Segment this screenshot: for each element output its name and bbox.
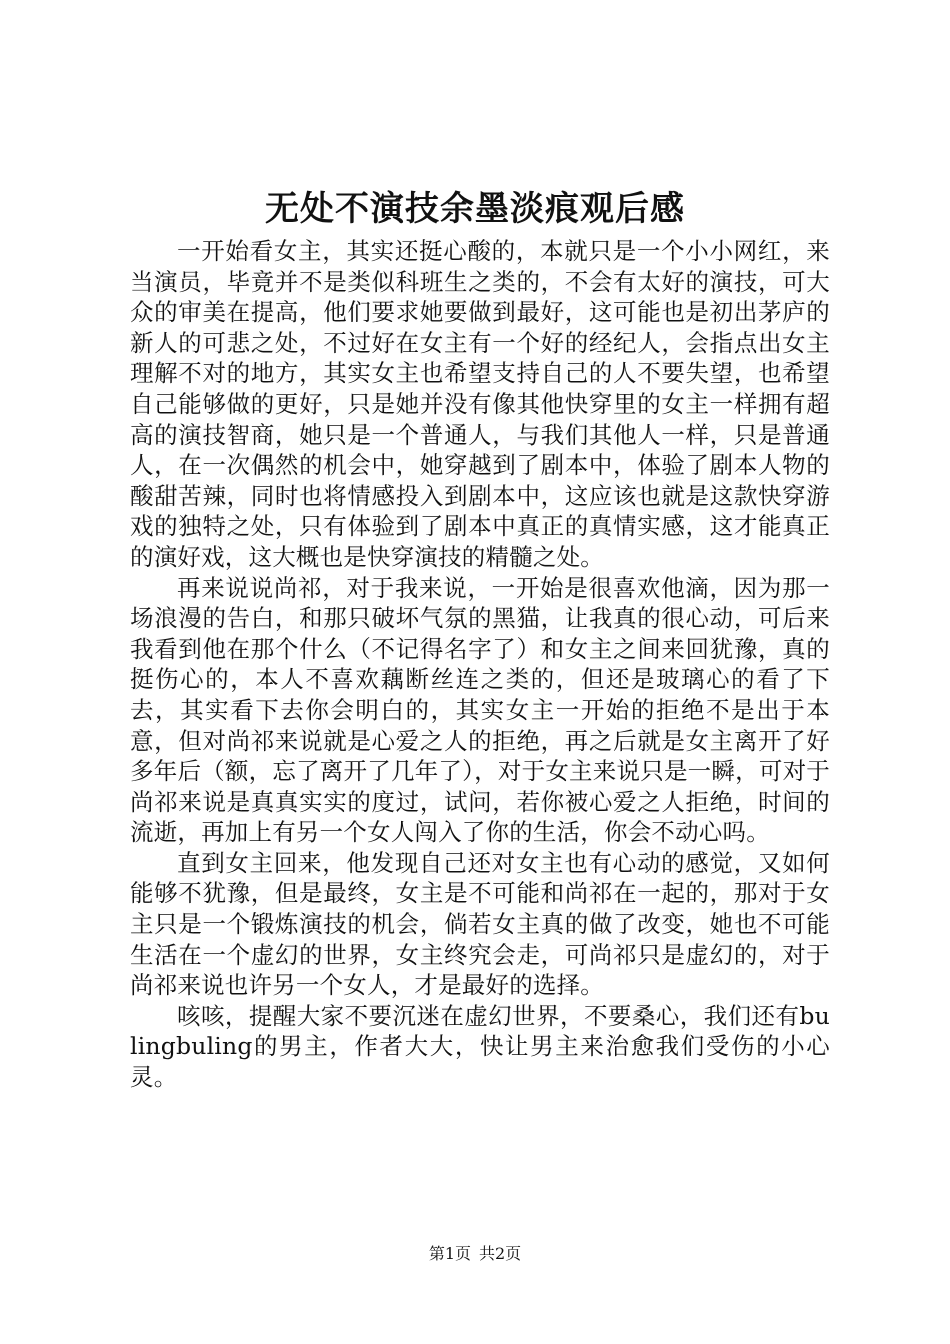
document-body — [130, 236, 830, 1093]
page-number: 第1页 — [428, 1244, 471, 1263]
page-footer — [0, 1243, 950, 1265]
paragraph-4: 咳咳，提醒大家不要沉迷在虚幻世界，不要桑心，我们还有bulingbuling的男主，作者大大，快让男主来治愈我们受伤的小心灵。 — [130, 1001, 830, 1092]
paragraph-3: 直到女主回来，他发现自己还对女主也有心动的感觉，又如何能够不犹豫，但是最终，女主是不可能和尚祁在一起的，那对于女主只是一个锻炼演技的机会，倘若女主真的做了改变，她也不可能生活在一个虚幻的世界，女主终究会走，可尚祁只是虚幻的，对于尚祁来说也许另一个女人，才是最好的选择。 — [130, 848, 830, 1000]
paragraph-2: 再来说说尚祁，对于我来说，一开始是很喜欢他滴，因为那一场浪漫的告白，和那只破坏气氛的黑猫，让我真的很心动，可后来我看到他在那个什么（不记得名字了）和女主之间来回犹豫，真的挺伤心的，本人不喜欢藕断丝连之类的，但还是玻璃心的看了下去，其实看下去你会明白的，其实女主一开始的拒绝不是出于本意，但对尚祁来说就是心爱之人的拒绝，再之后就是女主离开了好多年后（额，忘了离开了几年了），对于女主来说只是一瞬，可对于尚祁来说是真真实实的度过，试问，若你被心爱之人拒绝，时间的流逝，再加上有另一个女人闯入了你的生活，你会不动心吗。 — [130, 573, 830, 847]
document-title: 无处不演技余墨淡痕观后感 — [265, 189, 685, 229]
page-total: 共2页 — [479, 1244, 522, 1263]
paragraph-1: 一开始看女主，其实还挺心酸的，本就只是一个小小网红，来当演员，毕竟并不是类似科班生之类的，不会有太好的演技，可大众的审美在提高，他们要求她要做到最好，这可能也是初出茅庐的新人的可悲之处，不过好在女主有一个好的经纪人，会指点出女主理解不对的地方，其实女主也希望支持自己的人不要失望，也希望自己能够做的更好，只是她并没有像其他快穿里的女主一样拥有超高的演技智商，她只是一个普通人，与我们其他人一样，只是普通人，在一次偶然的机会中，她穿越到了剧本中，体验了剧本人物的酸甜苦辣，同时也将情感投入到剧本中，这应该也就是这款快穿游戏的独特之处，只有体验到了剧本中真正的真情实感，这才能真正的演好戏，这大概也是快穿演技的精髓之处。 — [130, 237, 830, 571]
